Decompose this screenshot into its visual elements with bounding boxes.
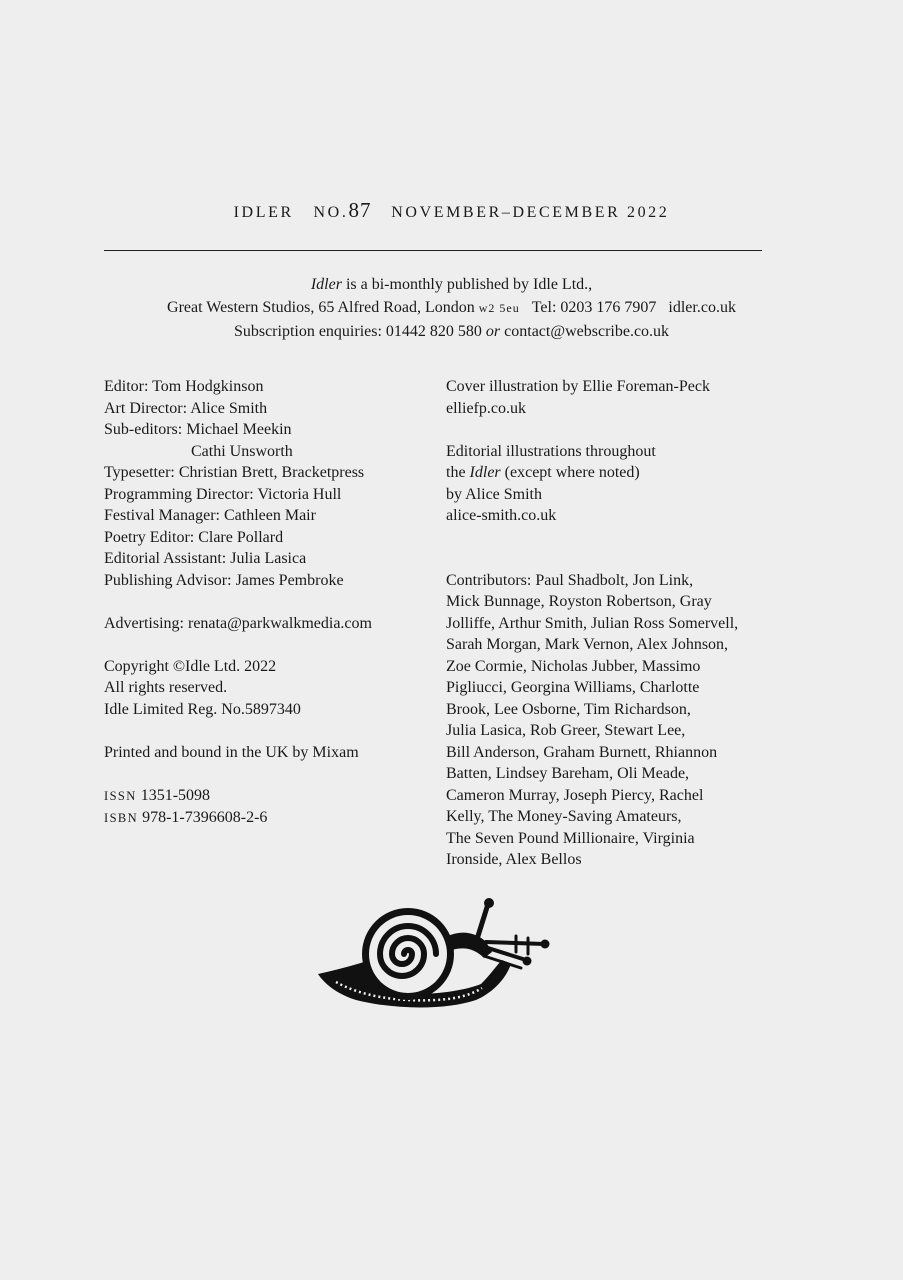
editorial-credit-2a: the xyxy=(446,464,470,481)
masthead xyxy=(0,198,903,223)
issn-value: 1351-5098 xyxy=(140,786,211,804)
editorial-credit-3: by Alice Smith xyxy=(446,485,542,503)
contributors-line: Kelly, The Money-Saving Amateurs, xyxy=(446,808,682,825)
credit-typesetter: Typesetter: Christian Brett, Bracketpress xyxy=(104,464,365,481)
credit-festival-manager: Festival Manager: Cathleen Mair xyxy=(104,507,316,524)
postcode-part-2: 5eu xyxy=(499,301,520,315)
contributors-line: Zoe Cormie, Nicholas Jubber, Massimo xyxy=(446,657,701,675)
contributors-line: The Seven Pound Millionaire, Virginia xyxy=(446,829,695,847)
snail-icon xyxy=(316,896,552,1012)
publisher-line xyxy=(0,273,903,296)
credit-editorial-assistant: Editorial Assistant: Julia Lasica xyxy=(104,550,307,567)
contributors-line: Jolliffe, Arthur Smith, Julian Ross Somervell, xyxy=(446,614,739,632)
credit-programming-director: Programming Director: Victoria Hull xyxy=(104,485,342,503)
printer-line: Printed and bound in the UK by Mixam xyxy=(104,743,359,761)
registration-line: Idle Limited Reg. No.5897340 xyxy=(104,700,301,718)
telephone: Tel: 0203 176 7907 xyxy=(531,299,657,316)
editorial-credit-2 xyxy=(446,462,776,484)
address-line xyxy=(0,296,903,320)
editorial-credit-2b: Idler xyxy=(469,464,501,481)
advertising-contact: Advertising: renata@parkwalkmedia.com xyxy=(104,614,372,632)
cover-credit-url: elliefp.co.uk xyxy=(446,399,526,417)
editorial-credit-2c: (except where noted) xyxy=(500,464,640,481)
contributors-line: Bill Anderson, Graham Burnett, Rhiannon xyxy=(446,743,718,761)
credit-editor: Editor: Tom Hodgkinson xyxy=(104,378,264,395)
credit-publishing-advisor: Publishing Advisor: James Pembroke xyxy=(104,571,344,589)
publisher-info xyxy=(0,273,903,343)
masthead-issue-prefix: NO. xyxy=(313,204,349,221)
staff-credits xyxy=(104,376,434,830)
credit-art-director: Art Director: Alice Smith xyxy=(104,399,268,417)
contributors-line: Mick Bunnage, Royston Robertson, Gray xyxy=(446,593,712,610)
rights-line: All rights reserved. xyxy=(104,679,228,696)
masthead-title: IDLER xyxy=(233,204,294,221)
contributors-line: Sarah Morgan, Mark Vernon, Alex Johnson, xyxy=(446,636,729,653)
copyright-line: Copyright ©Idle Ltd. 2022 xyxy=(104,657,277,675)
credit-poetry-editor: Poetry Editor: Clare Pollard xyxy=(104,528,284,546)
subscription-or: or xyxy=(485,323,501,340)
website-link[interactable]: idler.co.uk xyxy=(668,299,736,316)
editorial-credit-url: alice-smith.co.uk xyxy=(446,507,557,524)
masthead-date: NOVEMBER–DECEMBER 2022 xyxy=(391,204,670,221)
publisher-text: is a bi-monthly published by Idle Ltd., xyxy=(341,276,593,293)
postcode-part-1: w2 xyxy=(478,301,496,315)
issn-label: ISSN xyxy=(104,788,137,803)
magazine-name: Idler xyxy=(310,276,342,293)
contributors-line: Contributors: Paul Shadbolt, Jon Link, xyxy=(446,571,694,589)
illustration-credits xyxy=(446,376,776,871)
contributors-line: Pigliucci, Georgina Williams, Charlotte xyxy=(446,679,700,696)
contributors-line: Cameron Murray, Joseph Piercy, Rachel xyxy=(446,786,704,804)
contributors-line: Batten, Lindsey Bareham, Oli Meade, xyxy=(446,765,690,782)
divider-rule xyxy=(104,250,762,251)
subscription-text: Subscription enquiries: 01442 820 580 xyxy=(233,323,486,340)
credit-sub-editors: Sub-editors: Michael Meekin xyxy=(104,421,292,438)
issn-line xyxy=(104,785,434,808)
editorial-credit-1: Editorial illustrations throughout xyxy=(446,442,656,460)
address-text: Great Western Studios, 65 Alfred Road, London xyxy=(167,299,479,316)
subscription-email[interactable]: contact@webscribe.co.uk xyxy=(500,323,670,340)
isbn-line xyxy=(104,807,434,830)
cover-credit: Cover illustration by Ellie Foreman-Peck xyxy=(446,378,710,395)
contributors-line: Julia Lasica, Rob Greer, Stewart Lee, xyxy=(446,722,686,739)
isbn-label: ISBN xyxy=(104,811,139,825)
contributors-list xyxy=(446,570,776,871)
credit-sub-editors-2: Cathi Unsworth xyxy=(191,442,293,460)
contributors-line: Ironside, Alex Bellos xyxy=(446,851,582,868)
subscription-line xyxy=(0,320,903,343)
isbn-value: 978-1-7396608-2-6 xyxy=(142,809,268,826)
masthead-issue-number: 87 xyxy=(348,198,372,222)
contributors-line: Brook, Lee Osborne, Tim Richardson, xyxy=(446,700,691,718)
